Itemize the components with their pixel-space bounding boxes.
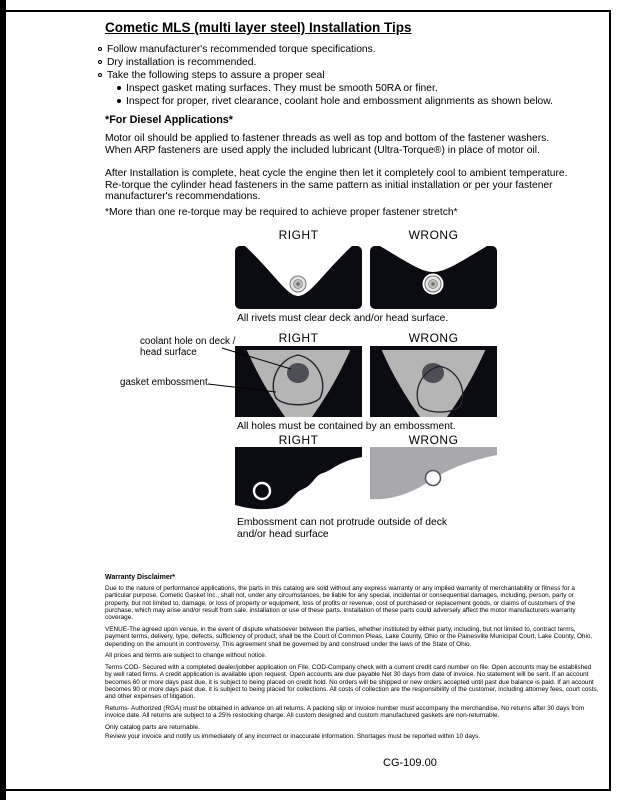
sub-list-item-text: Inspect gasket mating surfaces. They must be smooth 50RA or finer. xyxy=(126,83,438,94)
warranty-paragraph: All prices and terms are subject to change without notice. xyxy=(105,652,267,660)
list-item-text: Take the following steps to assure a proper seal xyxy=(107,70,325,81)
wrong-column-header: WRONG xyxy=(408,331,459,345)
rivet-icon xyxy=(290,276,306,292)
protrusion-caption: Embossment can not protrude outside of deck and/or head surface xyxy=(237,517,448,540)
installation-tips-list xyxy=(98,43,590,108)
diesel-applications-heading: *For Diesel Applications* xyxy=(105,114,233,126)
hollow-bullet-icon xyxy=(98,73,102,77)
hollow-bullet-icon xyxy=(98,47,102,51)
deck-top-edge xyxy=(370,346,497,350)
embossment-wrong-diagram xyxy=(370,346,497,417)
coolant-hole-label: coolant hole on deck / head surface xyxy=(140,336,236,358)
wrong-column-header: WRONG xyxy=(408,433,459,447)
hollow-bullet-icon xyxy=(98,60,102,64)
figures-section xyxy=(0,228,618,552)
warranty-paragraph: Review your invoice and notify us immediately of any incorrect or inaccurate information. Shortages must be reported within 10 days. xyxy=(105,732,481,740)
warranty-heading: Warranty Disclaimer* xyxy=(105,574,176,581)
rivet-caption: All rivets must clear deck and/or head surface. xyxy=(237,313,449,324)
warranty-paragraph: Due to the nature of performance applications, the parts in this catalog are sold without any express warranty or any implied warranty of merchantability or fitness for a particular purpose. Cometic Gasket Inc., shall not, under any circumstances, be liable for any special, incidental or consequential damages, including, person, party or property, but not limited to, damage, or loss of property or equipment, loss of profits or revenue, cost of purchased or replacement goods, or claims of customers of the purchase, which may arise and/or result from sale, installation or use of these parts. Installation of these parts could adversely affect the motor manufacturers warranty coverage. xyxy=(105,585,576,622)
rivet-wrong-diagram xyxy=(370,246,497,309)
holes-caption: All holes must be contained by an embossment. xyxy=(237,421,456,432)
warranty-paragraph: Terms COD- Secured with a completed dealer/jobber application on File, COD-Company check with a current credit card number on file. Open accounts may be established by well rated firms. A credit application is available upon request. Open accounts are due payable Net 30 days from date of invoice. No statement will be sent. If an account becomes 60 or more days past due, it is subject to being placed on credit hold. No orders will be shipped or new orders accepted until past due balance is paid. If an account becomes 90 or more days past due, it is subject to being placed for collections. All costs of collection are the responsibility of the customer, including attorney fees, court costs, and other expenses of litigation. xyxy=(105,664,599,701)
wrong-column-header: WRONG xyxy=(408,228,459,242)
sub-list-item xyxy=(117,82,590,95)
protrusion-right-diagram xyxy=(235,447,362,515)
diesel-paragraph-retorque: After Installation is complete, heat cycle the engine then let it completely cool to ambient temperature. Re-torque the cylinder head fasteners in the same pattern as initial installation or per your fastener manufacturer's recommendations. xyxy=(105,168,568,203)
right-column-header: RIGHT xyxy=(278,228,319,242)
deck-top-edge xyxy=(235,346,362,350)
right-column-header: RIGHT xyxy=(278,433,319,447)
warranty-paragraph: Returns- Authorized (RGA) must be obtained in advance on all returns. A packing slip or invoice number must accompany the merchandise. No returns after 30 days from invoice date. All returns are subject to a 25% restocking charge. All custom designed and custom manufactured gaskets are non-returnable. xyxy=(105,705,585,720)
right-column-header: RIGHT xyxy=(278,331,319,345)
coolant-hole-shape xyxy=(287,363,309,383)
protrusion-wrong-diagram xyxy=(370,447,497,515)
warranty-paragraph: Only catalog parts are returnable. xyxy=(105,724,200,732)
gasket-embossment-label: gasket embossment xyxy=(120,377,208,388)
list-item-text: Dry installation is recommended. xyxy=(107,57,257,68)
embossment-right-diagram xyxy=(235,346,362,417)
rivet-icon xyxy=(424,275,443,294)
list-item xyxy=(98,56,590,69)
list-item xyxy=(98,43,590,56)
filled-bullet-icon xyxy=(117,99,121,103)
warranty-disclaimer-section xyxy=(105,574,599,744)
sub-list-item-text: Inspect for proper, rivet clearance, coolant hole and embossment alignments as shown below. xyxy=(126,96,553,107)
catalog-page-code: CG-109.00 xyxy=(383,757,437,769)
warranty-paragraph: VENUE-The agreed upon venue, in the event of dispute whatsoever between the parties, whether instituted by either party, including, but not limited to, contract terms, payment terms, delivery, type, defects, sufficiency of product, shall be the Court of Common Pleas, Lake County, Ohio or the Painesville Municipal Court, Lake County, Ohio, depending on the amount in controversy. This agreement shall be governed by and construed under the laws of the State of Ohio. xyxy=(105,625,593,648)
retorque-note: *More than one re-torque may be required to achieve proper fastener stretch* xyxy=(105,207,458,218)
embossment-ring-shape xyxy=(426,471,441,486)
list-item xyxy=(98,69,590,82)
list-item-text: Follow manufacturer's recommended torque specifications. xyxy=(107,44,376,55)
page-title: Cometic MLS (multi layer steel) Installation Tips xyxy=(105,20,412,35)
filled-bullet-icon xyxy=(117,86,121,90)
diesel-paragraph-oil: Motor oil should be applied to fastener threads as well as top and bottom of the fastener washers. When ARP fasteners are used apply the included lubricant (Ultra-Torque®) in place of motor oil. xyxy=(105,133,550,156)
rivet-right-diagram xyxy=(235,246,362,309)
sub-list xyxy=(117,82,590,108)
sub-list-item xyxy=(117,95,590,108)
